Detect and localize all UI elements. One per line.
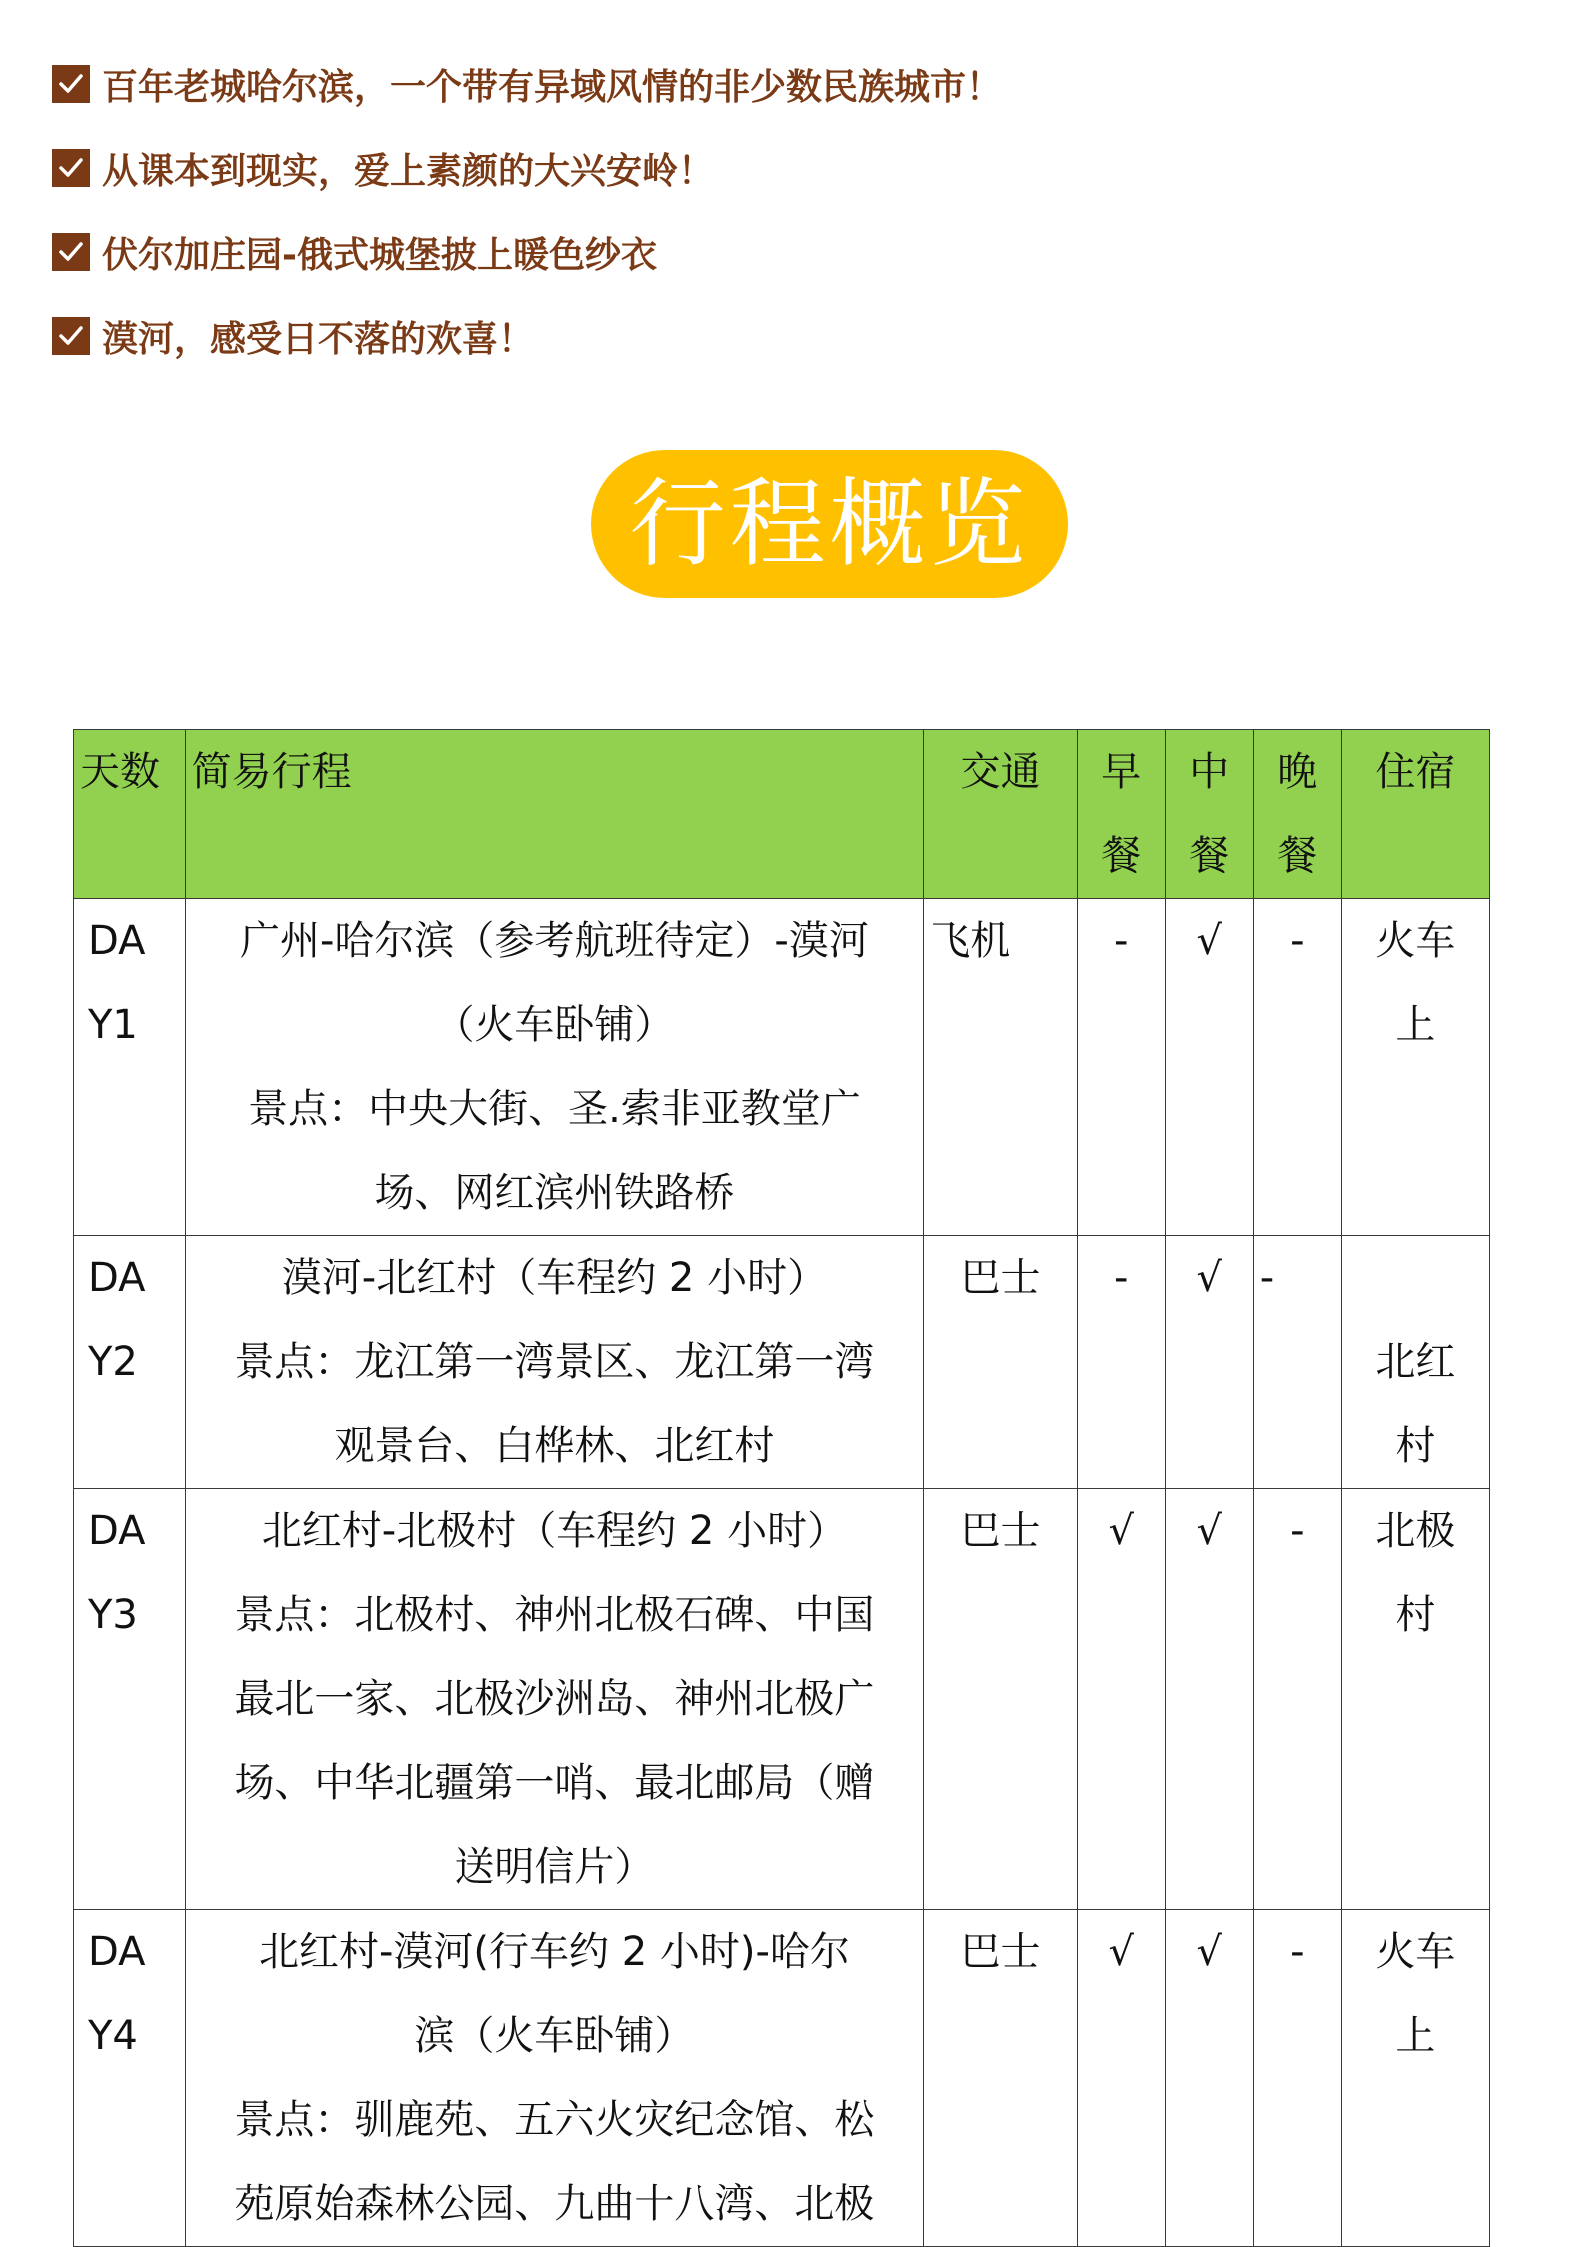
stay-cell: 北红 村 xyxy=(1341,1236,1489,1489)
stay-cell: 北极 村 xyxy=(1341,1489,1489,1910)
highlights-list xyxy=(52,42,1002,378)
stay-cell: 火车 上 xyxy=(1341,1910,1489,2247)
day-cell: DA Y3 xyxy=(74,1489,186,1910)
transport-cell: 巴士 xyxy=(924,1236,1078,1489)
table-header-row xyxy=(74,730,1490,899)
stay-cell: 火车 上 xyxy=(1341,899,1489,1236)
table-row xyxy=(74,1910,1490,2247)
dinner-cell: - xyxy=(1253,1236,1341,1489)
highlight-item xyxy=(52,126,1002,210)
dinner-cell: - xyxy=(1253,899,1341,1236)
dinner-cell: - xyxy=(1253,1910,1341,2247)
checkmark-icon xyxy=(52,233,90,271)
header-route: 简易行程 xyxy=(185,730,924,899)
day-cell: DA Y2 xyxy=(74,1236,186,1489)
section-title-badge xyxy=(591,450,1068,598)
section-title: 行程概览 xyxy=(629,468,1030,580)
header-dinner: 晚 餐 xyxy=(1253,730,1341,899)
route-cell: 广州-哈尔滨（参考航班待定）-漠河 （火车卧铺） 景点：中央大街、圣.索非亚教堂广 场、网红滨州铁路桥 xyxy=(185,899,924,1236)
lunch-cell: √ xyxy=(1165,899,1253,1236)
dinner-cell: - xyxy=(1253,1489,1341,1910)
highlight-item xyxy=(52,294,1002,378)
highlight-item xyxy=(52,210,1002,294)
transport-cell: 飞机 xyxy=(924,899,1078,1236)
header-stay: 住宿 xyxy=(1341,730,1489,899)
transport-cell: 巴士 xyxy=(924,1910,1078,2247)
header-breakfast: 早 餐 xyxy=(1077,730,1165,899)
header-day: 天数 xyxy=(74,730,186,899)
highlight-text: 伏尔加庄园-俄式城堡披上暖色纱衣 xyxy=(102,234,657,276)
route-cell: 漠河-北红村（车程约 2 小时） 景点：龙江第一湾景区、龙江第一湾 观景台、白桦林、北红村 xyxy=(185,1236,924,1489)
checkmark-icon xyxy=(52,317,90,355)
day-cell: DA Y4 xyxy=(74,1910,186,2247)
header-lunch: 中 餐 xyxy=(1165,730,1253,899)
route-cell: 北红村-北极村（车程约 2 小时） 景点：北极村、神州北极石碑、中国 最北一家、北极沙洲岛、神州北极广 场、中华北疆第一哨、最北邮局（赠 送明信片） xyxy=(185,1489,924,1910)
checkmark-icon xyxy=(52,149,90,187)
table-row xyxy=(74,1236,1490,1489)
breakfast-cell: √ xyxy=(1077,1489,1165,1910)
breakfast-cell: - xyxy=(1077,899,1165,1236)
breakfast-cell: √ xyxy=(1077,1910,1165,2247)
lunch-cell: √ xyxy=(1165,1489,1253,1910)
highlight-text: 从课本到现实，爱上素颜的大兴安岭！ xyxy=(102,150,715,192)
itinerary-table xyxy=(73,729,1490,2247)
transport-cell: 巴士 xyxy=(924,1489,1078,1910)
day-cell: DA Y1 xyxy=(74,899,186,1236)
highlight-text: 漠河，感受日不落的欢喜！ xyxy=(102,318,535,360)
breakfast-cell: - xyxy=(1077,1236,1165,1489)
table-row xyxy=(74,1489,1490,1910)
highlight-item xyxy=(52,42,1002,126)
lunch-cell: √ xyxy=(1165,1910,1253,2247)
lunch-cell: √ xyxy=(1165,1236,1253,1489)
route-cell: 北红村-漠河(行车约 2 小时)-哈尔 滨（火车卧铺） 景点：驯鹿苑、五六火灾纪念馆、松 苑原始森林公园、九曲十八湾、北极 xyxy=(185,1910,924,2247)
table-row xyxy=(74,899,1490,1236)
highlight-text: 百年老城哈尔滨，一个带有异域风情的非少数民族城市！ xyxy=(102,66,1003,108)
header-transport: 交通 xyxy=(924,730,1078,899)
checkmark-icon xyxy=(52,65,90,103)
